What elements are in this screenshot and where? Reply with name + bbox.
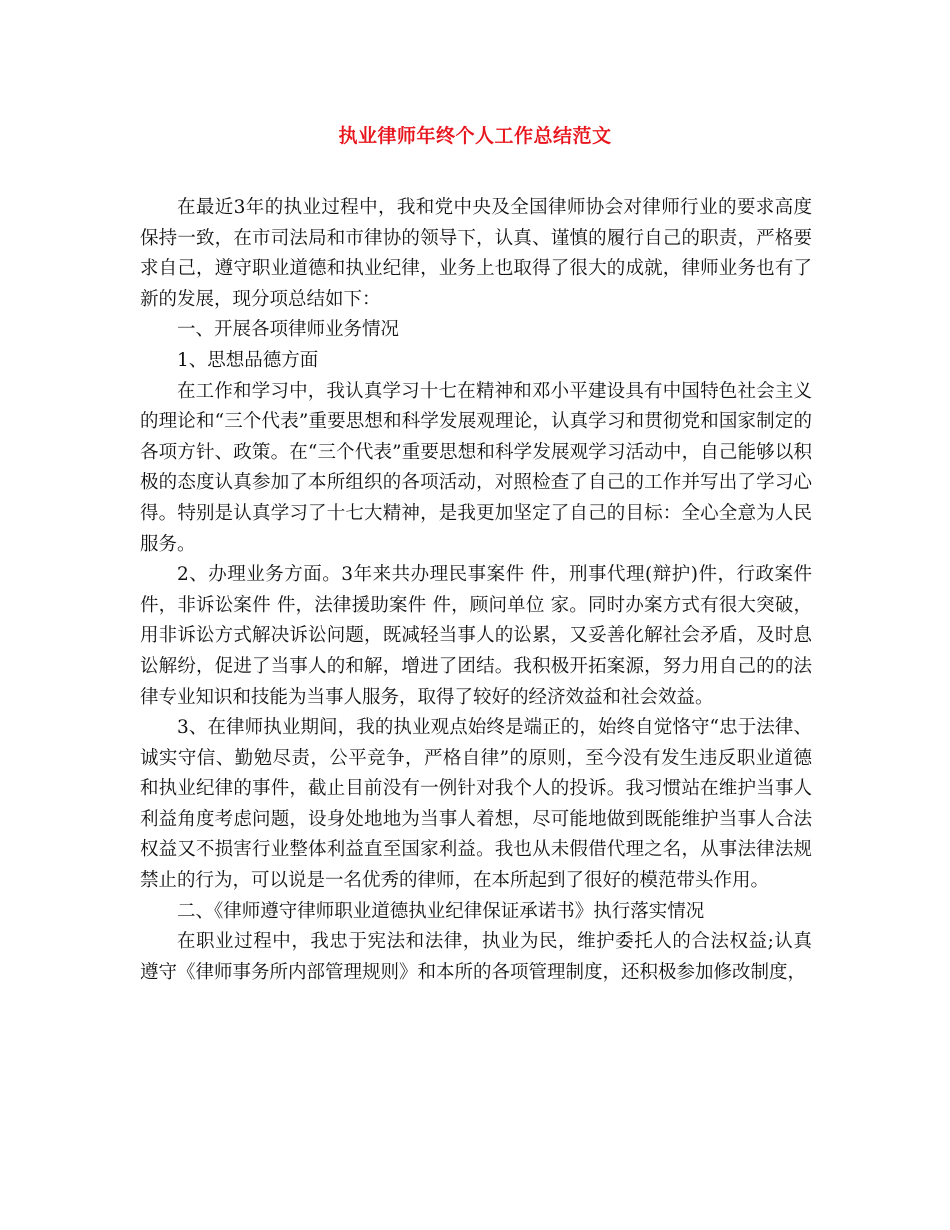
paragraph-business: 2、办理业务方面。3年来共办理民事案件 件，刑事代理(辩护)件，行政案件 件，非诉讼案件 件，法律援助案件 件，顾问单位 家。同时办案方式有很大突破，用非诉讼方式解决诉讼问题，既减轻当事人的讼累，又妥善化解社会矛盾，及时息讼解纷，促进了当事人的和解，增进了团结。我积极开拓案源，努力用自己的的法律专业知识和技能为当事人服务，取得了较好的经济效益和社会效益。 (140, 564, 812, 708)
paragraph-commitment: 在职业过程中，我忠于宪法和法律，执业为民，维护委托人的合法权益;认真遵守《律师事务所内部管理规则》和本所的各项管理制度，还积极参加修改制度， (140, 931, 812, 983)
paragraph-conduct: 3、在律师执业期间，我的执业观点始终是端正的，始终自觉恪守“忠于法律、诚实守信、勤勉尽责，公平竞争，严格自律”的原则，至今没有发生违反职业道德和执业纪律的事件，截止目前没有一例针对我个人的投诉。我习惯站在维护当事人利益角度考虑问题，设身处地地为当事人着想，尽可能地做到既能维护当事人合法权益又不损害行业整体利益直至国家利益。我也从未假借代理之名，从事法律法规禁止的行为，可以说是一名优秀的律师，在本所起到了很好的模范带头作用。 (140, 717, 812, 892)
document-title: 执业律师年终个人工作总结范文 (338, 125, 612, 147)
section-heading-1: 一、开展各项律师业务情况 (177, 319, 400, 341)
subheading-1: 1、思想品德方面 (177, 349, 319, 371)
paragraph-intro: 在最近3年的执业过程中，我和党中央及全国律师协会对律师行业的要求高度保持一致，在市司法局和市律协的领导下，认真、谨慎的履行自己的职责，严格要求自己，遵守职业道德和执业纪律，业务上也取得了很大的成就，律师业务也有了新的发展，现分项总结如下： (140, 197, 812, 310)
paragraph-ideology: 在工作和学习中，我认真学习十七在精神和邓小平建设具有中国特色社会主义的理论和“三个代表”重要思想和科学发展观理论，认真学习和贯彻党和国家制定的各项方针、政策。在“三个代表”重要思想和科学发展观学习活动中，自己能够以积极的态度认真参加了本所组织的各项活动，对照检查了自己的工作并写出了学习心得。特别是认真学习了十七大精神，是我更加坚定了自己的目标：全心全意为人民服务。 (140, 380, 812, 555)
document-body (140, 193, 812, 988)
section-heading-2: 二、《律师遵守律师职业道德执业纪律保证承诺书》执行落实情况 (177, 900, 705, 922)
